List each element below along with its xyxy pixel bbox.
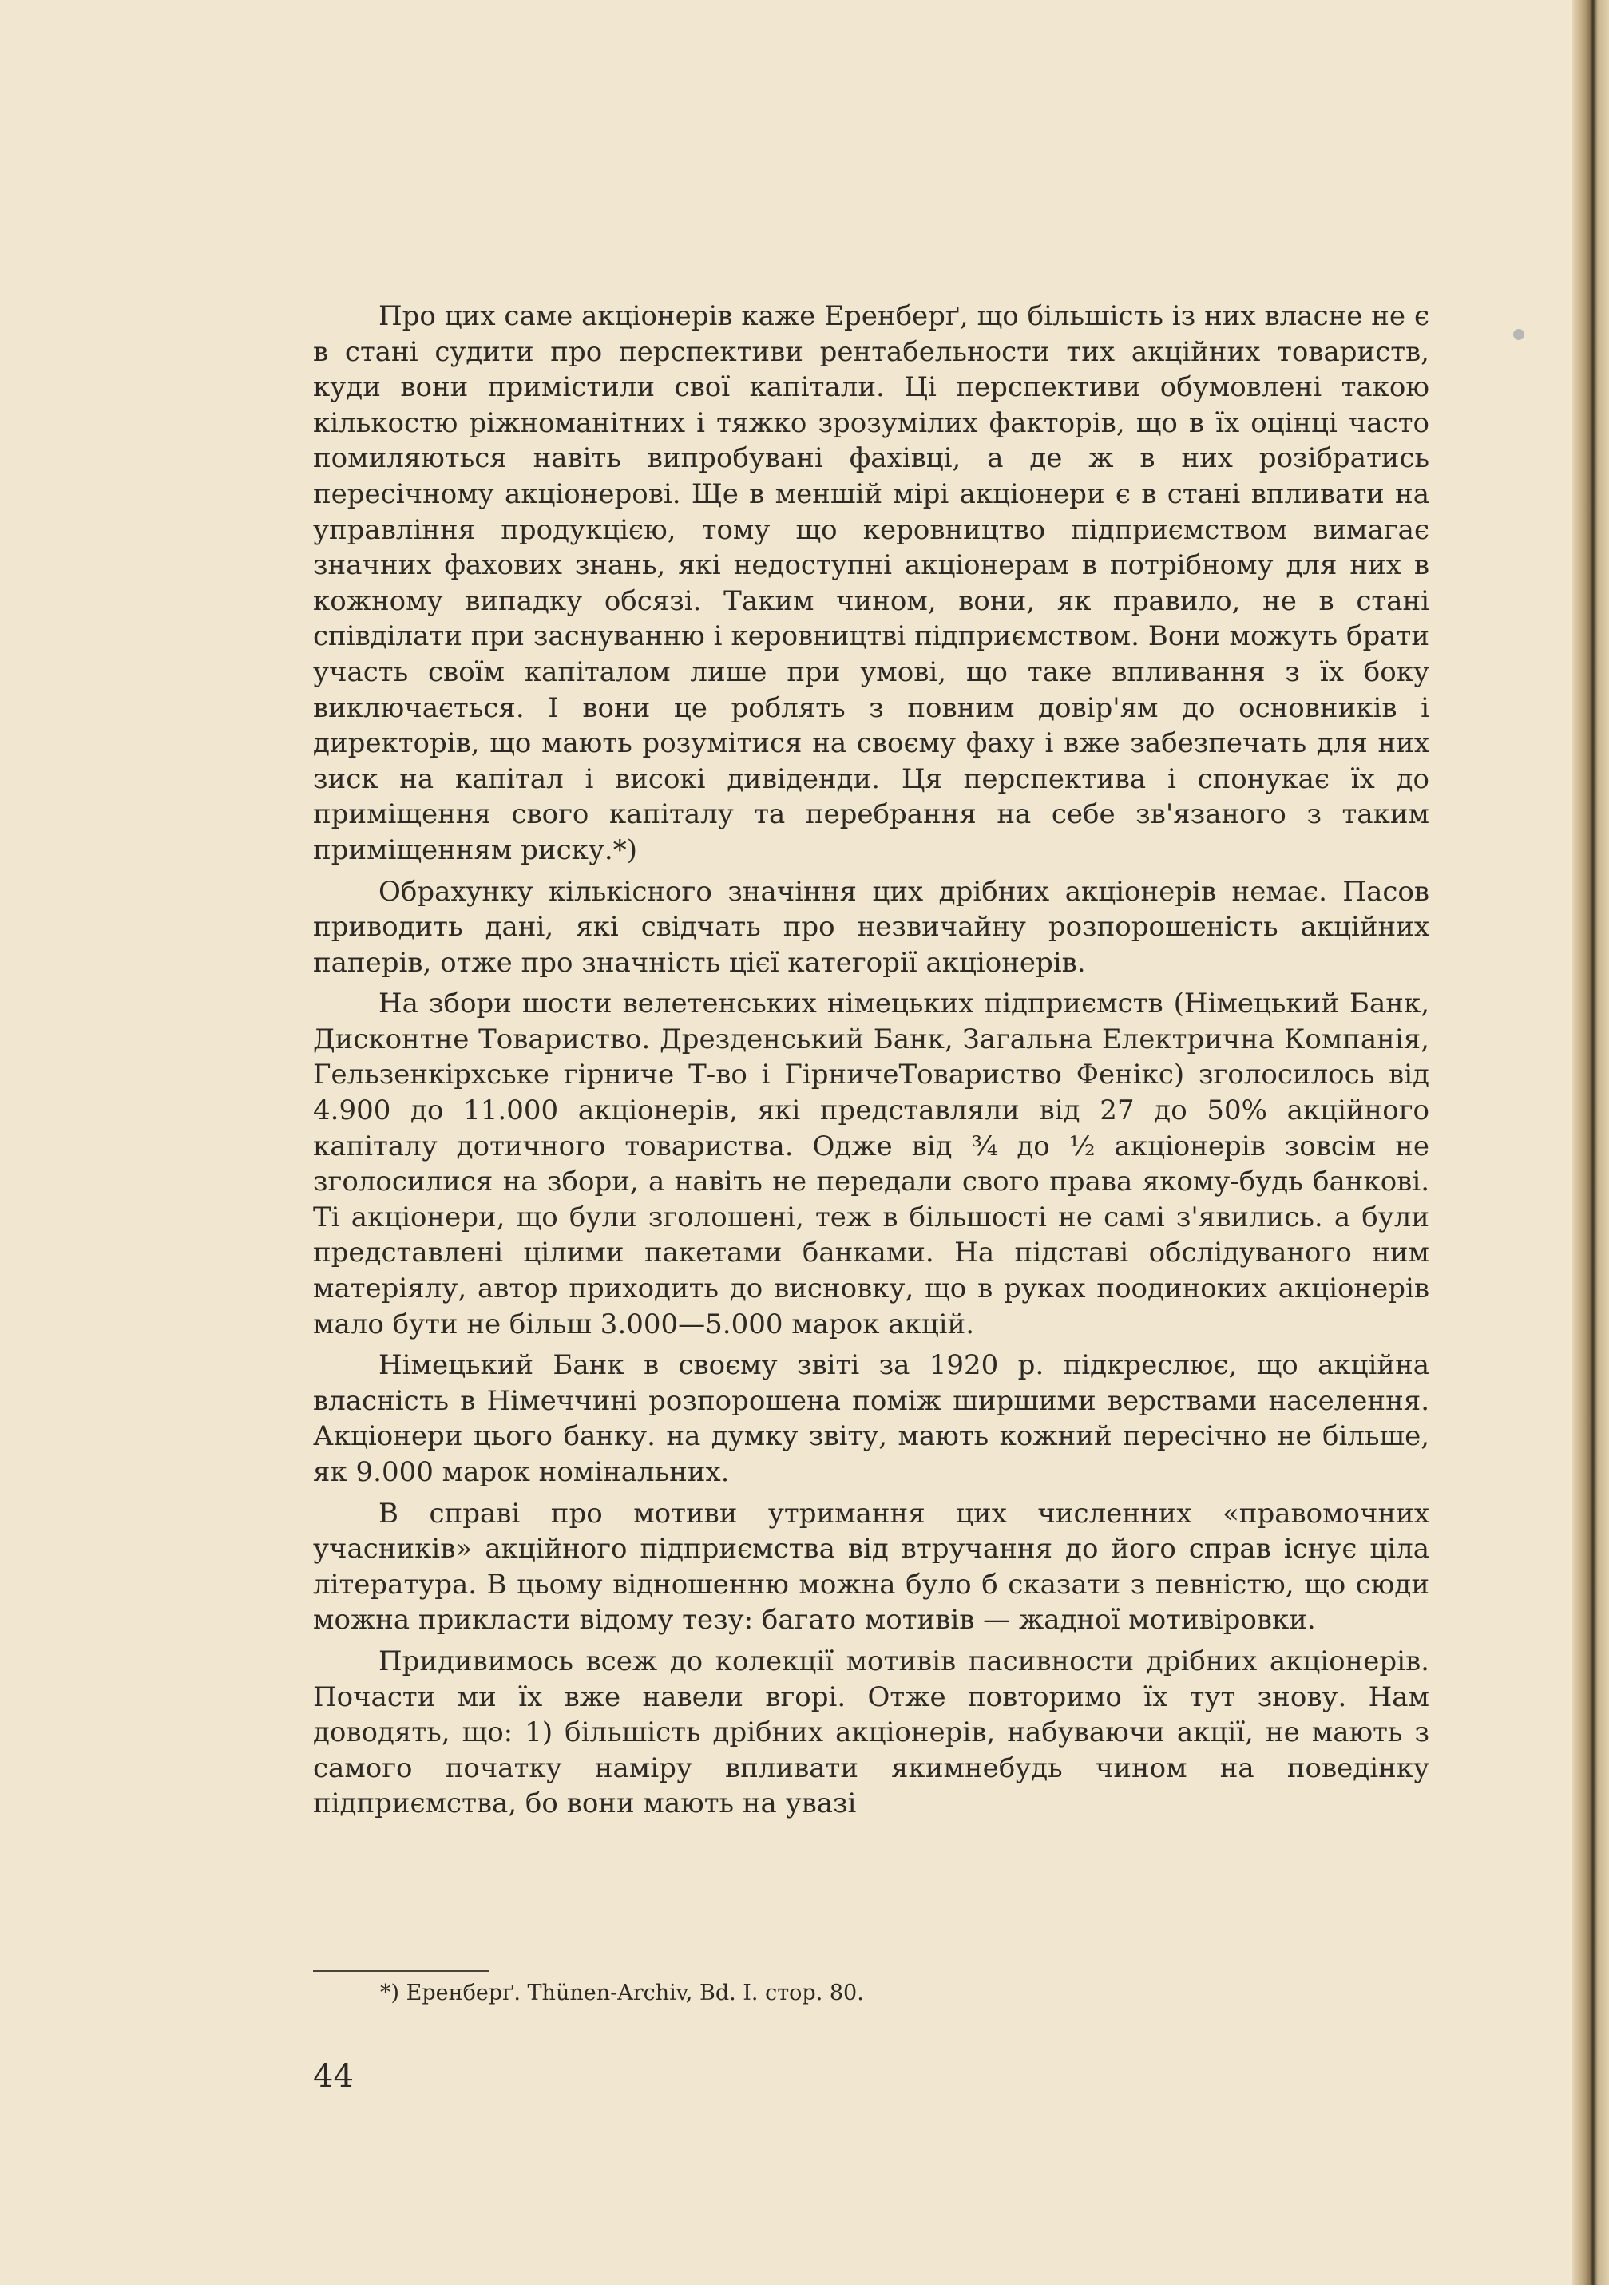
paragraph-2: Обрахунку кількісного значіння цих дрібних акціонерів немає. Пасов приводить дані, які свідчать про незвичайну розпорошеність акційних паперів, отже про значність цієї категорії акціонерів. <box>313 875 1429 979</box>
paragraph-3: На збори шости велетенських німецьких підприємств (Німецький Банк, Дисконтне Товариство. Дрезденський Банк, Загальна Електрична Компанія, Гельзенкірхське гірниче Т-во і ГірничеТовариство Фенікс) зголосилось від 4.900 до 11.000 акціонерів, які представляли від 27 до 50% акційного капіталу дотичного товариства. Одже від ¾ до ½ акціонерів зовсім не зголосилися на збори, а навіть не передали свого права якому-будь банкові. Ті акціонери, що були зголошені, теж в більшості не самі з'явились. а були представлені цілими пакетами банками. На підставі обслідуваного ним матеріялу, автор приходить до висновку, що в руках поодиноких акціонерів мало бути не більш 3.000—5.000 марок акцій. <box>313 988 1429 1340</box>
paragraph-1: Про цих саме акціонерів каже Еренберґ, що більшість із них власне не є в стані судити про перспективи рентабельности тих акційних товариств, куди вони примістили свої капітали. Ці перспективи обумовлені такою кількостю ріжноманітних і тяжко зрозумілих факторів, що в їх оцінці часто помиляються навіть випробувані фахівці, а де ж в них розібратись пересічному акціонерові. Ще в меншій мірі акціонери є в стані впливати на управління продукцією, тому що керовництво підприємством вимагає значних фахових знань, які недоступні акціонерам в потрібному для них в кожному випадку обсязі. Таким чином, вони, як правило, не в стані співділати при заснуванню і керовництві підприємством. Вони можуть брати участь своїм капіталом лише при умові, що таке впливання з їх боку виключається. І вони це роблять з повним довір'ям до основників і директорів, що мають розумітися на своєму фаху і вже забезпечать для них зиск на капітал і високі дивіденди. Ця перспектива і спонукає їх до приміщення свого капіталу та перебрання на себе зв'язаного з таким приміщенням риску.*) <box>313 300 1429 866</box>
page-number: 44 <box>313 2058 354 2095</box>
footnote-divider <box>313 1970 489 1972</box>
paragraph-6: Придивимось всеж до колекції мотивів пасивности дрібних акціонерів. Почасти ми їх вже навели вгорі. Отже повторимо їх тут знову. Нам доводять, що: 1) більшість дрібних акціонерів, набуваючи акції, не мають з самого початку наміру впливати якимнебудь чином на поведінку підприємства, бо вони мають на увазі <box>313 1645 1429 1820</box>
margin-dot-mark <box>1513 329 1524 340</box>
body-text <box>313 299 1429 1827</box>
paragraph-4: Німецький Банк в своєму звіті за 1920 р. підкреслює, що акційна власність в Німеччині розпорошена поміж ширшими верствами населення. Акціонери цього банку. на думку звіту, мають кожний пересічно не більше, як 9.000 марок номінальних. <box>313 1349 1429 1488</box>
page-binding-edge <box>1572 0 1609 2296</box>
footnote: *) Еренберґ. Thünen-Archiv, Bd. I. стор. 80. <box>380 1981 864 2005</box>
scan-bottom-border <box>0 2285 1609 2296</box>
paragraph-5: В справі про мотиви утримання цих численних «правомочних учасників» акційного підприємства від втручання до його справ існує ціла література. В цьому відношенню можна було б сказати з певністю, що сюди можна прикласти відому тезу: багато мотивів — жадної мотивіровки. <box>313 1497 1429 1637</box>
